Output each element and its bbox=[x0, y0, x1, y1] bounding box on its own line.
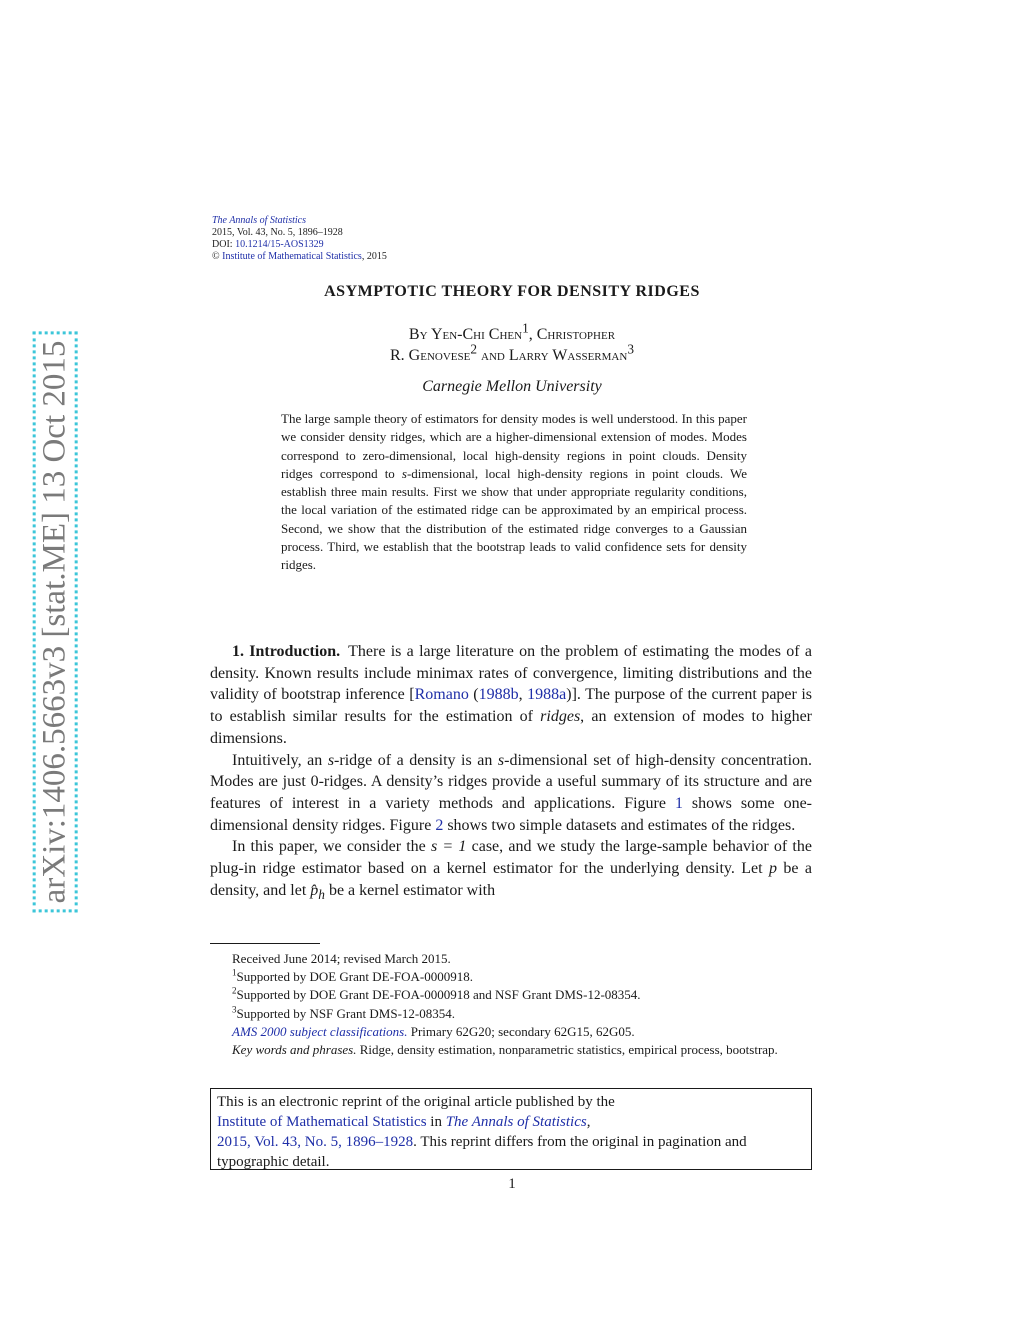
intro-p1-text-a: There is a large literature on the problem of estimating the modes of a density. Known results include minimax rates of convergence, limiting distributions and the validity of bootstrap inference [ bbox=[210, 643, 812, 704]
copyright-symbol: © bbox=[212, 251, 220, 262]
intro-paragraph-2 bbox=[210, 750, 812, 837]
footnote-rule bbox=[210, 943, 320, 944]
journal-volume: 2015, Vol. 43, No. 5, 1896–1928 bbox=[212, 227, 343, 238]
intro-paragraph-3 bbox=[210, 836, 812, 905]
intro-p3-text-c: be a density, and let bbox=[210, 860, 812, 899]
introduction bbox=[210, 641, 812, 906]
footnote-1 bbox=[210, 968, 812, 986]
authors bbox=[212, 320, 812, 366]
author-3: Larry Wasserman bbox=[508, 347, 628, 364]
intro-p3-math: s = 1 bbox=[430, 838, 467, 856]
arxiv-stamp bbox=[20, 330, 90, 915]
reprint-institute-link[interactable]: Institute of Mathematical Statistics bbox=[217, 1114, 427, 1130]
journal-info bbox=[212, 215, 387, 263]
abstract-s-var: s bbox=[401, 465, 407, 481]
figure-1-link[interactable]: 1 bbox=[674, 794, 683, 812]
ref-romano[interactable]: Romano bbox=[414, 686, 469, 704]
page-number: 1 bbox=[508, 1176, 516, 1192]
intro-p2-text-c: -dimensional set of high-density concentration. Modes are just 0-ridges. A density’s ridges provide a useful summary of its structure and are features of interest in a variety methods and applications. Figure bbox=[210, 751, 813, 812]
abstract-part-2: -dimensional, local high-density regions in point clouds. We establish three main results. First we show that under appropriate regularity conditions, the local variation of the estimated ridge can be approximated by an empirical process. Second, we show that the distribution of the estimated ridge converges to a Gaussian process. Third, we establish that the bootstrap leads to valid confidence sets for density ridges. bbox=[281, 465, 748, 573]
ams-text: Primary 62G20; secondary 62G15, 62G05. bbox=[407, 1023, 635, 1039]
intro-p3-p: p bbox=[768, 860, 777, 878]
ref-1988a[interactable]: 1988a bbox=[527, 686, 567, 704]
copyright-year: , 2015 bbox=[361, 251, 387, 262]
intro-p2-text-a: Intuitively, an bbox=[232, 751, 328, 769]
intro-p3-phat: p̂ bbox=[310, 881, 319, 899]
ams-classification bbox=[210, 1023, 812, 1041]
intro-p3-text-d: be a kernel estimator with bbox=[324, 881, 496, 899]
reprint-line-2 bbox=[217, 1112, 805, 1132]
keywords-text: Ridge, density estimation, nonparametric statistics, empirical process, bootstrap. bbox=[356, 1042, 778, 1058]
journal-doi-line bbox=[212, 239, 387, 251]
keywords-label: Key words and phrases. bbox=[232, 1042, 357, 1058]
figure-2-link[interactable]: 2 bbox=[435, 816, 444, 834]
authors-line-1 bbox=[212, 320, 812, 345]
authors-line-2 bbox=[212, 341, 812, 366]
abstract bbox=[281, 410, 747, 575]
intro-p3-h: h bbox=[318, 886, 325, 902]
author-2-mark: 2 bbox=[470, 341, 478, 357]
reprint-line-1: This is an electronic reprint of the original article published by the bbox=[217, 1094, 615, 1110]
intro-p2-s2: s bbox=[497, 751, 505, 769]
reprint-in: in bbox=[426, 1114, 446, 1130]
by-label: By bbox=[408, 326, 428, 343]
intro-p1-text-c: , an extension of modes to higher dimensions. bbox=[210, 708, 813, 747]
footnote-2-mark: 2 bbox=[232, 986, 237, 997]
author-separator: , bbox=[528, 326, 533, 343]
footnote-received: Received June 2014; revised March 2015. bbox=[232, 951, 451, 966]
reprint-journal-link[interactable]: The Annals of Statistics bbox=[445, 1114, 587, 1130]
author-1-mark: 1 bbox=[522, 320, 529, 336]
intro-p2-text-e: shows two simple datasets and estimates of the ridges. bbox=[443, 816, 796, 834]
author-1: Yen-Chi Chen bbox=[430, 326, 523, 343]
footnote-2 bbox=[210, 986, 812, 1004]
intro-p1-ridges: ridges bbox=[540, 708, 581, 726]
intro-p1-comma: , bbox=[518, 686, 528, 704]
ams-link[interactable]: AMS 2000 subject classifications. bbox=[232, 1023, 408, 1039]
doi-link[interactable]: 10.1214/15-AOS1329 bbox=[235, 239, 324, 250]
arxiv-stamp-text[interactable]: arXiv:1406.5663v3 [stat.ME] 13 Oct 2015 bbox=[33, 332, 78, 913]
institute-link[interactable]: Institute of Mathematical Statistics bbox=[222, 251, 362, 262]
paper-title: ASYMPTOTIC THEORY FOR DENSITY RIDGES bbox=[324, 283, 700, 300]
intro-p3-text-a: In this paper, we consider the bbox=[232, 838, 431, 856]
intro-p2-text-d: shows some one-dimensional density ridges. Figure bbox=[210, 794, 812, 834]
reprint-line-3 bbox=[217, 1132, 805, 1172]
intro-p3-text-b: case, and we study the large-sample behavior of the plug-in ridge estimator based on a kernel estimator for the underlying density. Let bbox=[210, 838, 812, 878]
journal-copyright-line bbox=[212, 251, 387, 263]
footnote-3-text: Supported by NSF Grant DMS-12-08354. bbox=[236, 1005, 455, 1021]
intro-p1-text-b: )]. The purpose of the current paper is to establish similar results for the estimation of bbox=[210, 686, 813, 726]
footnote-2-text: Supported by DOE Grant DE-FOA-0000918 and NSF Grant DMS-12-08354. bbox=[236, 987, 641, 1003]
and-label: and bbox=[481, 347, 505, 364]
intro-p2-text-b: -ridge of a density is an bbox=[334, 751, 498, 769]
journal-name[interactable]: The Annals of Statistics bbox=[212, 215, 306, 226]
footnotes bbox=[210, 950, 812, 1059]
keywords bbox=[210, 1041, 812, 1059]
affiliation: Carnegie Mellon University bbox=[422, 378, 602, 395]
reprint-comma: , bbox=[586, 1114, 591, 1130]
abstract-part-1: The large sample theory of estimators for density modes is well understood. In this paper we consider density ridges, which are a higher-dimensional extension of modes. Modes correspond to zero-dimensional, local high-density regions in point clouds. Density ridges correspond to bbox=[281, 411, 747, 481]
section-heading: 1. Introduction. bbox=[232, 643, 341, 660]
footnote-1-mark: 1 bbox=[232, 967, 237, 978]
intro-p1-paren: ( bbox=[468, 686, 479, 704]
reprint-volume-link[interactable]: 2015, Vol. 43, No. 5, 1896–1928 bbox=[217, 1134, 414, 1150]
author-2-first: Christopher bbox=[536, 326, 616, 343]
ref-1988b[interactable]: 1988b bbox=[478, 686, 519, 704]
intro-paragraph-1 bbox=[210, 641, 812, 750]
footnote-3-mark: 3 bbox=[232, 1004, 237, 1015]
intro-p2-s1: s bbox=[327, 751, 335, 769]
doi-label: DOI: bbox=[212, 239, 236, 250]
footnote-3 bbox=[210, 1005, 812, 1023]
footnote-1-text: Supported by DOE Grant DE-FOA-0000918. bbox=[236, 969, 474, 985]
reprint-rest: . This reprint differs from the original in pagination and typographic detail. bbox=[217, 1134, 747, 1170]
author-3-mark: 3 bbox=[627, 341, 634, 357]
reprint-notice bbox=[210, 1088, 812, 1170]
author-2-last: R. Genovese bbox=[390, 347, 471, 364]
